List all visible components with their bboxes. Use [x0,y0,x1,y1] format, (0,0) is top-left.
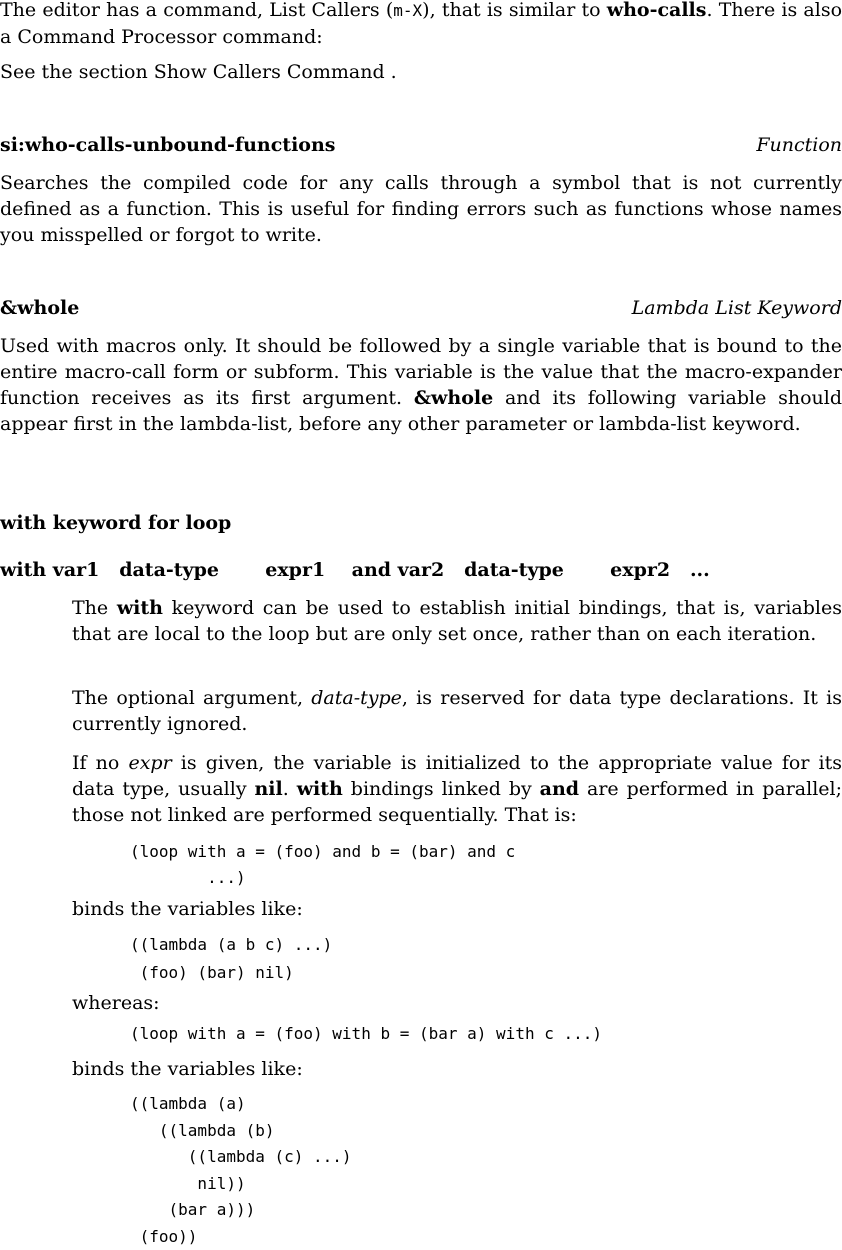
entry-type: Lambda List Keyword [631,297,842,319]
with-paragraph-1: The with keyword can be used to establish initial bindings, that is, variables that are local to the loop but are only set once, rather than on each iteration. [72,597,842,645]
with-paragraph-3: If no expr is given, the variable is initialized to the appropriate value for its data type, usually nil. with bindings linked by and are performed in parallel; those not linked are performed sequentially. That is: [72,752,842,826]
entry-header-with [0,510,842,536]
binds-label-1: binds the variables like: [72,898,303,920]
key-sequence: m-X [393,1,423,20]
code-example-2: ((lambda (a b c) ...) (foo) (bar) nil) [130,935,333,982]
code-example-4: ((lambda (a) ((lambda (b) ((lambda (c) ...) nil)) (bar a))) (foo)) [130,1094,352,1246]
entry-type: Function [756,134,842,156]
whereas-label: whereas: [72,992,160,1014]
intro-paragraph: The editor has a command, List Callers (m-X), that is similar to who-calls. There is also a Command Processor command: [0,0,842,48]
entry-name: with keyword for loop [0,512,232,534]
entry-name: si:who-calls-unbound-functions [0,134,336,156]
binds-label-2: binds the variables like: [72,1058,303,1080]
entry-header-whole [0,295,842,321]
entry-header-unbound [0,132,842,158]
entry-description: Used with macros only. It should be followed by a single variable that is bound to the entire macro-call form or subform. This variable is the value that the macro-expander function receives as its first argument. &whole and its following variable should appear first in the lambda-list, before any other parameter or lambda-list keyword. [0,335,842,435]
syntax-line: with var1 data-type expr1 and var2 data-type expr2 ... [0,559,710,581]
with-paragraph-2: The optional argument, data-type, is reserved for data type declarations. It is currently ignored. [72,687,842,735]
code-example-1: (loop with a = (foo) and b = (bar) and c ...) [130,842,516,887]
see-also-paragraph: See the section Show Callers Command . [0,61,397,83]
entry-description: Searches the compiled code for any calls through a symbol that is not currently defined as a function. This is useful for finding errors such as functions whose names you misspelled or forgot to write. [0,172,842,246]
code-example-3: (loop with a = (foo) with b = (bar a) with c ...) [130,1024,603,1043]
entry-name: &whole [0,297,80,319]
command-name: who-calls [606,0,707,21]
